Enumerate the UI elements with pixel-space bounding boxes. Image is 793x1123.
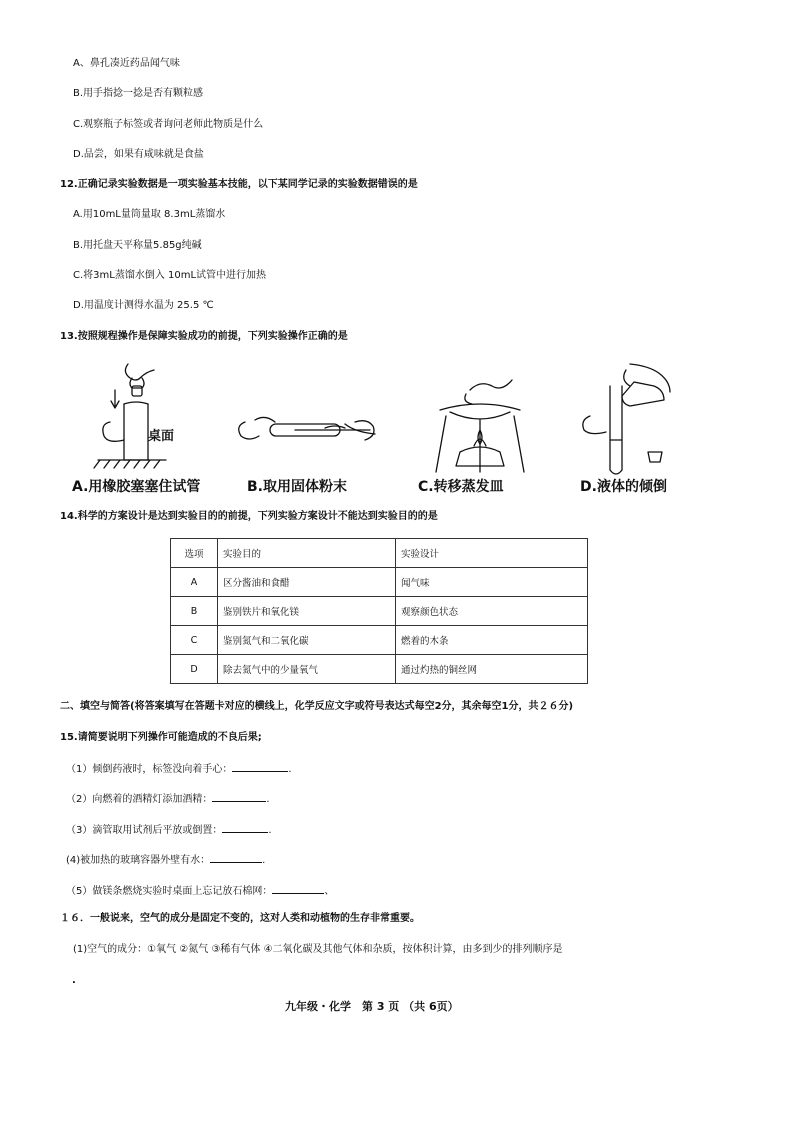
q11-option-a: A、鼻孔凑近药品闻气味 (73, 58, 180, 69)
q14-stem: 14.科学的方案设计是达到实验目的的前提，下列实验方案设计不能达到实验目的的是 (60, 511, 438, 522)
q15-stem: 15.请简要说明下列操作可能造成的不良后果; (60, 732, 262, 743)
row-purpose: 除去氮气中的少量氧气 (218, 655, 396, 684)
q11-option-d: D.品尝，如果有咸味就是食盐 (73, 149, 204, 160)
header-purpose: 实验目的 (218, 539, 396, 568)
caption-b: B.取用固体粉末 (247, 479, 347, 495)
q11-option-b: B.用手指捻一捻是否有颗粒感 (73, 88, 204, 99)
row-purpose: 鉴别氮气和二氧化碳 (218, 626, 396, 655)
table-row (171, 568, 588, 597)
header-design: 实验设计 (396, 539, 588, 568)
row-design: 燃着的木条 (396, 626, 588, 655)
caption-d: D.液体的倾倒 (580, 479, 667, 495)
figure-c-evaporating-dish (436, 380, 524, 472)
row-option: B (171, 597, 218, 626)
answer-blank[interactable] (210, 852, 262, 863)
q16-stem: １６．一般说来，空气的成分是固定不变的，这对人类和动植物的生存非常重要。 (60, 913, 420, 924)
table-header-row (171, 539, 588, 568)
figure-a-stopper-test-tube (94, 364, 166, 468)
row-option: C (171, 626, 218, 655)
q15-item-5: （5）做镁条燃烧实验时桌面上忘记放石棉网： 、 (66, 883, 334, 899)
caption-a: A.用橡胶塞塞住试管 (72, 479, 201, 495)
header-option: 选项 (171, 539, 218, 568)
figure-d-pouring-liquid (583, 364, 670, 474)
q13-stem: 13.按照规程操作是保障实验成功的前提，下列实验操作正确的是 (60, 331, 348, 342)
caption-c: C.转移蒸发皿 (418, 479, 504, 495)
row-option: A (171, 568, 218, 597)
answer-blank[interactable] (222, 822, 268, 833)
q12-option-b: B.用托盘天平称量5.85g纯碱 (73, 240, 202, 251)
q15-item-2: （2）向燃着的酒精灯添加酒精： . (66, 791, 270, 807)
answer-blank[interactable] (212, 791, 266, 802)
q12-option-c: C.将3mL蒸馏水倒入 10mL试管中进行加热 (73, 270, 267, 281)
table-row (171, 597, 588, 626)
figure-b-powder-tube (239, 417, 375, 440)
q12-option-d: D.用温度计测得水温为 25.5 ℃ (73, 300, 214, 311)
answer-blank[interactable] (232, 761, 288, 772)
q12-stem: 12.正确记录实验数据是一项实验基本技能，以下某同学记录的实验数据错误的是 (60, 179, 418, 190)
row-purpose: 鉴别铁片和氧化镁 (218, 597, 396, 626)
q12-option-a: A.用10mL量筒量取 8.3mL蒸馏水 (73, 209, 226, 220)
q14-options-table (170, 538, 588, 684)
row-design: 闻气味 (396, 568, 588, 597)
page-footer: 九年级・化学 第 3 页 （共 6页） (285, 1000, 459, 1013)
desk-label: 桌面 (148, 429, 175, 444)
q15-item-3: （3）滴管取用试剂后平放或倒置： . (66, 822, 272, 838)
row-design: 观察颜色状态 (396, 597, 588, 626)
q16-sub1: (1)空气的成分：①氧气 ②氮气 ③稀有气体 ④二氧化碳及其他气体和杂质，按体积计算，由多到少的排列顺序是 (73, 944, 563, 955)
row-purpose: 区分酱油和食醋 (218, 568, 396, 597)
answer-blank[interactable] (272, 883, 324, 894)
q11-option-c: C.观察瓶子标签或者询问老师此物质是什么 (73, 119, 264, 130)
table-row (171, 626, 588, 655)
q15-item-4: (4)被加热的玻璃容器外壁有水： . (66, 852, 265, 868)
row-design: 通过灼热的铜丝网 (396, 655, 588, 684)
table-row (171, 655, 588, 684)
q15-item-1: （1）倾倒药液时，标签没向着手心： . (66, 761, 292, 777)
q16-answer-dot: . (72, 975, 76, 986)
section-2-heading: 二、填空与简答(将答案填写在答题卡对应的横线上，化学反应文字或符号表达式每空2分，其余每空1分，共２６分) (60, 701, 574, 712)
row-option: D (171, 655, 218, 684)
